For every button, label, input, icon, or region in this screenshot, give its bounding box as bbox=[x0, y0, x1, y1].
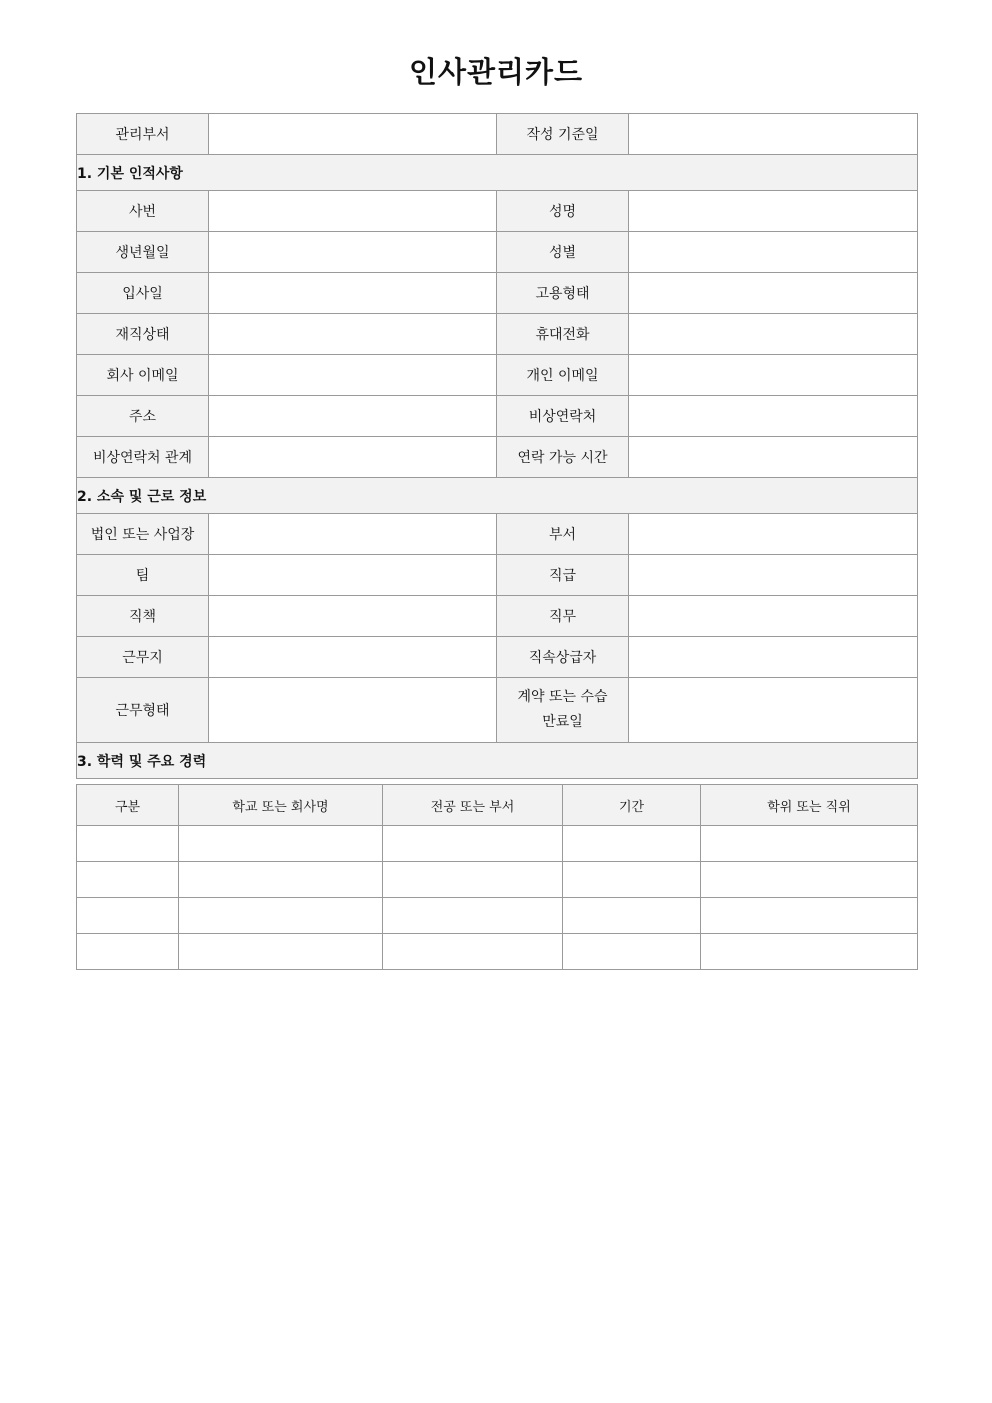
table-row bbox=[77, 862, 918, 898]
contract-end-field[interactable] bbox=[629, 678, 918, 743]
table-row bbox=[77, 437, 918, 478]
section2-heading: 2. 소속 및 근로 정보 bbox=[77, 478, 918, 514]
table-cell[interactable] bbox=[383, 898, 563, 934]
table-cell[interactable] bbox=[701, 862, 918, 898]
work-email-field[interactable] bbox=[209, 355, 497, 396]
field-label: 생년월일 bbox=[77, 232, 209, 273]
field-label: 재직상태 bbox=[77, 314, 209, 355]
field-label: 사번 bbox=[77, 191, 209, 232]
employment-status-field[interactable] bbox=[209, 314, 497, 355]
mobile-field[interactable] bbox=[629, 314, 918, 355]
date-label: 작성 기준일 bbox=[497, 114, 629, 155]
field-label: 근무형태 bbox=[77, 678, 209, 743]
emergency-relation-field[interactable] bbox=[209, 437, 497, 478]
table-row bbox=[77, 314, 918, 355]
table-row bbox=[77, 514, 918, 555]
field-label: 성명 bbox=[497, 191, 629, 232]
table-cell[interactable] bbox=[563, 826, 701, 862]
date-field[interactable] bbox=[629, 114, 918, 155]
table-cell[interactable] bbox=[179, 826, 383, 862]
field-label: 비상연락처 bbox=[497, 396, 629, 437]
table-cell[interactable] bbox=[179, 934, 383, 970]
table-row bbox=[77, 678, 918, 743]
table-row bbox=[77, 355, 918, 396]
workplace-field[interactable] bbox=[209, 637, 497, 678]
table-cell[interactable] bbox=[383, 862, 563, 898]
table-cell[interactable] bbox=[77, 826, 179, 862]
team-field[interactable] bbox=[209, 555, 497, 596]
emergency-contact-field[interactable] bbox=[629, 396, 918, 437]
contract-end-label bbox=[497, 678, 629, 743]
dept-field[interactable] bbox=[209, 114, 497, 155]
table-cell[interactable] bbox=[563, 862, 701, 898]
supervisor-field[interactable] bbox=[629, 637, 918, 678]
field-label: 연락 가능 시간 bbox=[497, 437, 629, 478]
field-label: 직책 bbox=[77, 596, 209, 637]
table-row bbox=[77, 934, 918, 970]
table-cell[interactable] bbox=[563, 898, 701, 934]
contact-hours-field[interactable] bbox=[629, 437, 918, 478]
table-row bbox=[77, 273, 918, 314]
table-row bbox=[77, 396, 918, 437]
section1-heading: 1. 기본 인적사항 bbox=[77, 155, 918, 191]
table-row bbox=[77, 232, 918, 273]
hr-info-table bbox=[76, 113, 918, 779]
column-header: 학위 또는 직위 bbox=[701, 785, 918, 826]
field-label: 법인 또는 사업장 bbox=[77, 514, 209, 555]
work-type-field[interactable] bbox=[209, 678, 497, 743]
table-cell[interactable] bbox=[77, 898, 179, 934]
field-label: 직급 bbox=[497, 555, 629, 596]
address-field[interactable] bbox=[209, 396, 497, 437]
field-label: 직속상급자 bbox=[497, 637, 629, 678]
field-label: 비상연락처 관계 bbox=[77, 437, 209, 478]
field-label: 부서 bbox=[497, 514, 629, 555]
field-label: 입사일 bbox=[77, 273, 209, 314]
job-field[interactable] bbox=[629, 596, 918, 637]
birthdate-field[interactable] bbox=[209, 232, 497, 273]
column-header: 기간 bbox=[563, 785, 701, 826]
table-row bbox=[77, 191, 918, 232]
field-label: 직무 bbox=[497, 596, 629, 637]
table-cell[interactable] bbox=[701, 898, 918, 934]
page-title: 인사관리카드 bbox=[408, 55, 584, 89]
table-cell[interactable] bbox=[383, 826, 563, 862]
field-label: 팀 bbox=[77, 555, 209, 596]
table-row bbox=[77, 637, 918, 678]
department-field[interactable] bbox=[629, 514, 918, 555]
table-row bbox=[77, 898, 918, 934]
section2-heading-row bbox=[77, 478, 918, 514]
rank-field[interactable] bbox=[629, 555, 918, 596]
contract-end-label-line2: 만료일 bbox=[542, 714, 583, 730]
table-row bbox=[77, 596, 918, 637]
table-cell[interactable] bbox=[179, 898, 383, 934]
education-career-table bbox=[76, 784, 918, 970]
section1-heading-row bbox=[77, 155, 918, 191]
personal-email-field[interactable] bbox=[629, 355, 918, 396]
column-header: 구분 bbox=[77, 785, 179, 826]
table-cell[interactable] bbox=[383, 934, 563, 970]
table-cell[interactable] bbox=[563, 934, 701, 970]
name-field[interactable] bbox=[629, 191, 918, 232]
table-cell[interactable] bbox=[179, 862, 383, 898]
table-cell[interactable] bbox=[701, 826, 918, 862]
field-label: 성별 bbox=[497, 232, 629, 273]
table-row bbox=[77, 555, 918, 596]
table-cell[interactable] bbox=[77, 862, 179, 898]
dept-label: 관리부서 bbox=[77, 114, 209, 155]
employment-type-field[interactable] bbox=[629, 273, 918, 314]
company-site-field[interactable] bbox=[209, 514, 497, 555]
field-label: 회사 이메일 bbox=[77, 355, 209, 396]
table-row bbox=[77, 826, 918, 862]
table-cell[interactable] bbox=[77, 934, 179, 970]
table-header-row bbox=[77, 785, 918, 826]
field-label: 휴대전화 bbox=[497, 314, 629, 355]
column-header: 전공 또는 부서 bbox=[383, 785, 563, 826]
field-label: 근무지 bbox=[77, 637, 209, 678]
field-label: 고용형태 bbox=[497, 273, 629, 314]
table-cell[interactable] bbox=[701, 934, 918, 970]
section3-heading-row bbox=[77, 743, 918, 779]
contract-end-label-line1: 계약 또는 수습 bbox=[517, 689, 608, 705]
field-label: 주소 bbox=[77, 396, 209, 437]
hire-date-field[interactable] bbox=[209, 273, 497, 314]
gender-field[interactable] bbox=[629, 232, 918, 273]
top-row bbox=[77, 114, 918, 155]
position-field[interactable] bbox=[209, 596, 497, 637]
section3-heading: 3. 학력 및 주요 경력 bbox=[77, 743, 918, 779]
field-label: 개인 이메일 bbox=[497, 355, 629, 396]
employee-id-field[interactable] bbox=[209, 191, 497, 232]
column-header: 학교 또는 회사명 bbox=[179, 785, 383, 826]
